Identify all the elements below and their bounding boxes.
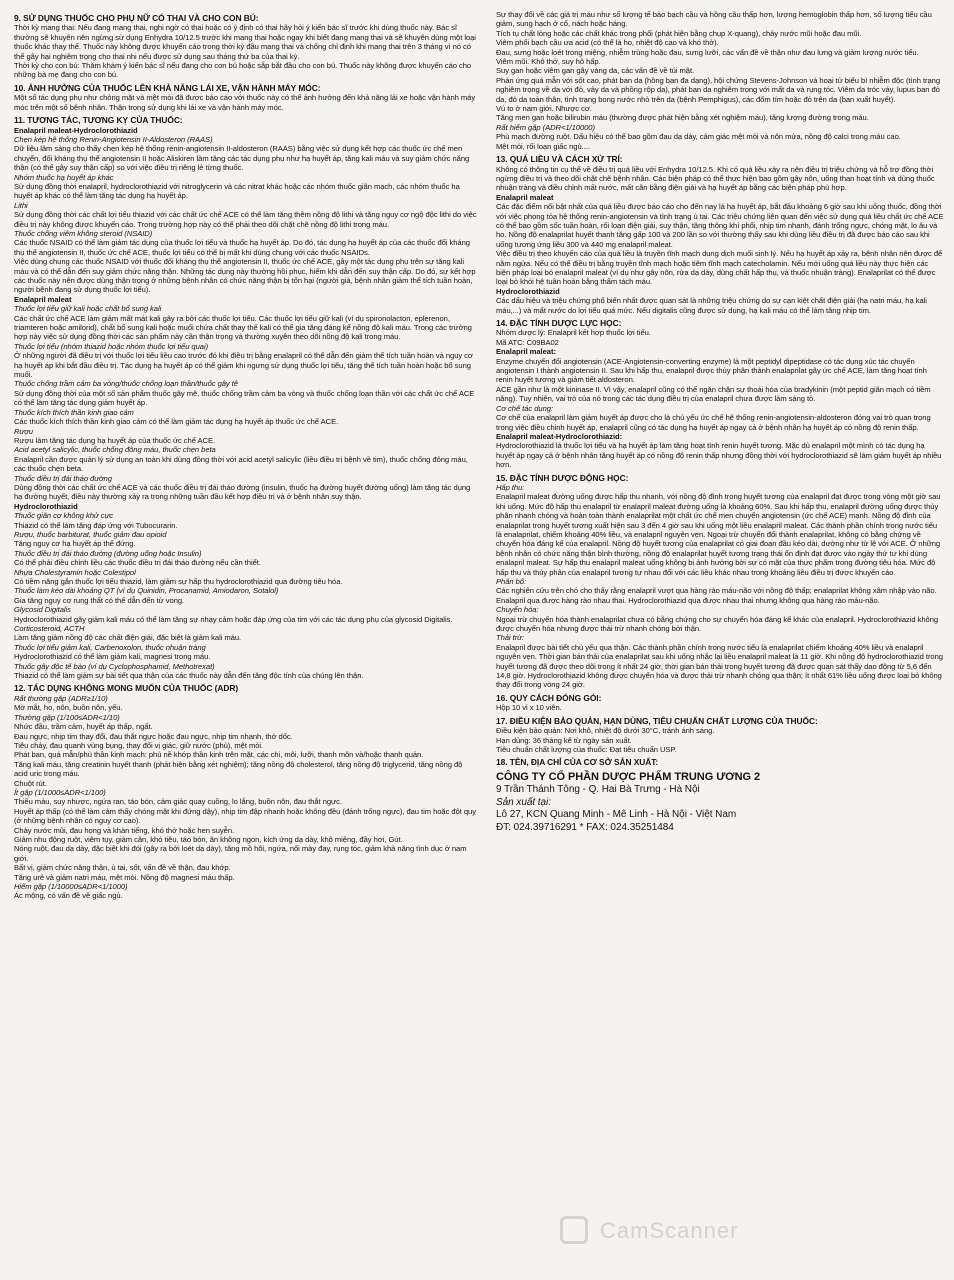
text-paragraph: Thuốc chống viêm không steroid (NSAID) (14, 228, 153, 238)
text-paragraph: Thuốc làm kéo dài khoảng QT (ví dụ Quinidin, Procanamid, Amiodaron, Sotalol) (14, 586, 279, 596)
text-paragraph: Viêm mũi. Khô thở, suy hô hấp. (496, 57, 601, 67)
scanner-watermark: CamScanner (600, 1218, 739, 1243)
text-paragraph: Enalapril cần được quản lý sử dụng an toàn khi dùng đồng thời với acid acetyl salicylic (liều điều trị bệnh về tim), thuốc chống đông máu, các thuốc chẹn beta. (14, 454, 468, 474)
text-paragraph: Thuốc lợi tiểu giảm kali, Carbenoxolon, thuốc nhuận tràng (14, 642, 206, 652)
right-column (496, 10, 944, 1274)
text-paragraph: Làm tăng giảm nồng độ các chất điện giải, đặc biệt là giảm kali máu. (14, 633, 242, 643)
text-paragraph: Thiazid có thể làm tăng đáp ứng với Tubocurarin. (14, 520, 178, 530)
text-paragraph: Enzyme chuyển đổi angiotensin (ACE-Angiotensin-converting enzyme) là một peptidyl dipeptidase có tác dụng xúc tác chuyển angiotensin I thành angiotensin II. Sau khi hấp thu, enalapril được thủy phân thành enalaprilat gây ức chế ACE, làm tăng hoạt tính renin huyết tương và giảm tiết aldosteron. (496, 356, 927, 385)
text-paragraph: Nhựa Cholestyramin hoặc Colestipol (14, 567, 136, 577)
text-paragraph: Các đặc điểm nổi bật nhất của quá liều được báo cáo cho đến nay là hạ huyết áp, bắt đầu khoảng 6 giờ sau khi uống thuốc, đồng thời với việc phong tỏa hệ thống renin-angiotensin và tình trạng ù tai. Các triệu chứng liên quan đến việc sử dụng quá liều chất ức chế ACE có thể bao gồm sốc tuần hoàn, rối loạn điện giải, suy thận, tăng thông khí phổi, nhịp tim nhanh, đánh trống ngực, chóng mặt, lo âu và ho. Nồng độ enalaprilat huyết thanh tăng gấp 100 và 200 lần so với thường thấy sau khi dùng liều điều trị đã được báo cáo sau khi uống tương ứng liều 300 và 440 mg enalapril maleat. (496, 202, 944, 249)
text-paragraph: Phản ứng quá mẫn với sốt cao, phát ban da (hồng ban đa dạng), hội chứng Stevens-Johnson và hoại tử biểu bì nhiễm độc (tình trạng nghiêm trọng về da với đỏ, vảy da và phồng rộp da), phát ban da nghiêm trọng với mất da và rụng tóc. Viêm da tróc vảy, lupus ban đỏ da, đỏ da toàn thân, tình trạng bong nước nhỏ trên da (bệnh Pemphigus), các đốm tím hoặc đỏ trên da (ban xuất huyết). (496, 75, 941, 104)
text-paragraph: Hấp thu: (496, 482, 525, 492)
text-paragraph: Sử dụng đồng thời của một số sản phẩm thuốc gây mê, thuốc chống trầm cảm ba vòng và thuốc chống loạn thần với các chất ức chế ACE có thể làm tăng tác dụng giảm huyết áp. (14, 388, 475, 408)
text-paragraph: Enalapril maleat: (496, 347, 556, 357)
text-paragraph: Sử dụng đồng thời enalapril, hydroclorothiazid với nitroglycerin và các nitrat khác hoặc các nhóm thuốc giãn mạch, các nhóm thuốc hạ huyết áp khác có thể làm tăng tác dụng hạ huyết áp. (14, 181, 460, 201)
text-paragraph: Thiếu máu, suy nhược, ngứa ran, táo bón, cảm giác quay cuồng, lo lắng, buồn nôn, đau thắt ngực. (14, 797, 342, 807)
text-paragraph: Nhóm thuốc hạ huyết áp khác (14, 172, 114, 182)
text-paragraph: Thuốc chống trầm cảm ba vòng/thuốc chống loạn thần/thuốc gây tê (14, 379, 238, 389)
text-paragraph: Sự thay đổi về các giá trị máu như số lượng tế bào bạch cầu và hồng cầu thấp hơn, lượng hemoglobin thấp hơn, số lượng tiểu cầu giảm, sung hạch ở cổ, nách hoặc háng. (496, 10, 932, 29)
text-paragraph: Huyết áp thấp (có thể làm cảm thấy chóng mặt khi đứng dậy), nhịp tim đập nhanh hoặc không đều (đánh trống ngực), đau tim hoặc đột quỵ (ở những bệnh nhân có nguy cơ cao). (14, 806, 476, 826)
text-paragraph: Vú to ở nam giới. Nhược cơ. (496, 104, 592, 114)
text-paragraph: Ít gặp (1/1000≤ADR<1/100) (14, 787, 106, 797)
text-paragraph: Đau, sưng hoặc loét trong miệng, nhiễm trùng hoặc đau, sưng lưỡi, các vấn đề về thận như đau lưng và giảm lượng nước tiểu. (496, 47, 919, 57)
text-paragraph: Phân bố: (496, 577, 527, 587)
text-paragraph: Rất hiếm gặp (ADR<1/10000) (496, 122, 595, 132)
text-paragraph: Chuột rút. (14, 778, 47, 788)
section-heading: 13. QUÁ LIỀU VÀ CÁCH XỬ TRÍ: (496, 154, 623, 165)
text-paragraph: Tăng urê và giảm natri máu, mệt mỏi. Nồng độ magnesi máu thấp. (14, 872, 235, 882)
text-paragraph: Rượu, thuốc barbiturat, thuốc giảm đau opioid (14, 529, 167, 539)
text-paragraph: Mệt mỏi, rối loạn giấc ngủ.... (496, 141, 590, 151)
section-heading: 9. SỬ DỤNG THUỐC CHO PHỤ NỮ CÓ THAI VÀ CHO CON BÚ: (14, 13, 259, 23)
text-paragraph: Thuốc giãn cơ không khử cực (14, 511, 113, 521)
text-paragraph: Sử dụng đồng thời các chất lợi tiểu thiazid với các chất ức chế ACE có thể làm tăng thêm nồng độ lithi và tăng nguy cơ ngộ độc lithi do việc điều trị này không được khuyến cáo. Trong trường hợp này có thể phải theo dõi chặt chẽ nồng độ lithi trong máu. (14, 210, 477, 229)
text-paragraph: Hydroclorothiazid có thể làm giảm kali, magnesi trong máu. (14, 652, 211, 662)
text-paragraph: Chuyển hóa: (496, 605, 539, 615)
section-heading: 18. TÊN, ĐỊA CHỈ CỦA CƠ SỞ SẢN XUẤT: (496, 757, 659, 768)
text-paragraph: Hydroclorothiazid (14, 501, 78, 511)
text-paragraph: Chảy nước mũi, đau họng và khàn tiếng, khó thở hoặc hen suyễn. (14, 825, 235, 835)
text-paragraph: Tăng men gan hoặc bilirubin máu (thường được phát hiện bằng xét nghiệm máu), tăng lượng đường trong máu. (496, 113, 869, 123)
text-paragraph: 9 Trần Thánh Tông - Q. Hai Bà Trưng - Hà Nội (496, 784, 700, 796)
text-paragraph: Acid acetyl salicylic, thuốc chống đông máu, thuốc chẹn beta (14, 445, 216, 455)
text-paragraph: Thuốc gây độc tế bào (ví dụ Cyclophosphamid, Methotrexat) (14, 661, 215, 671)
text-paragraph: Dùng đồng thời các chất ức chế ACE và các thuốc điều trị đái tháo đường (insulin, thuốc hạ đường huyết đường uống) làm tăng tác dụng hạ đường huyết, điều này thường xảy ra trong những tuần đầu kết hợp điều trị và ở bệnh nhân suy thận. (14, 482, 471, 502)
text-paragraph: Giảm nhu động ruột, viêm tụy, giảm cân, khó tiêu, táo bón, ăn không ngon, kích ứng dạ dày, khô miệng, đầy hơi, Gút. (14, 835, 403, 844)
text-paragraph: Cơ chế của enalapril làm giảm huyết áp được cho là chủ yếu ức chế hệ thống renin-angiotensin-aldosteron đóng vai trò quan trọng trong việc điều chỉnh huyết áp, enalapril cũng có tác dụng hạ huyết áp ngay cả ở bệnh nhân hạ huyết áp có nồng độ renin thấp. (496, 413, 931, 432)
text-paragraph: Nhức đầu, trầm cảm, huyết áp thấp, ngất. (14, 722, 153, 732)
text-paragraph: Không có thông tin cụ thể về điều trị quá liều với Enhydra 10/12.5. Khi có quá liều xảy ra nên điều trị triệu chứng và hỗ trợ đồng thời ngừng điều trị và theo dõi chặt chẽ bệnh nhân. Các biện pháp có thể thực hiện bao gồm gây nôn, uống than hoạt tính và dùng thuốc nhuận tràng và điều chỉnh mất nước, mất cân bằng điện giải và hạ huyết áp bằng các biện pháp phù hợp. (496, 164, 935, 193)
text-paragraph: Enalapril được bài tiết chủ yếu qua thận. Các thành phần chính trong nước tiểu là enalaprilat chiếm khoảng 40% liều và enalapril nguyên vẹn. Thời gian bán thải của enalaprilat sau khi uống nhắc lại liều enalapril maleat là 11 giờ. Khi nồng độ hydroclorothiazid trong huyết tương đã được theo dõi trong ít nhất 24 giờ, thời gian bán thải trong huyết tương đã được quan sát thấy dao động từ 5,6 đến 14,8 giờ. Hydroclorothiazid không được chuyển hóa và được thải trừ nhanh chóng qua thận; ít nhất 61% liều uống được loại bỏ không thay đổi trong vòng 24 giờ. (496, 642, 943, 690)
text-paragraph: Thuốc kích thích thần kinh giao cảm (14, 407, 134, 417)
text-paragraph: Enalapril maleat (14, 294, 72, 304)
text-paragraph: Tiêu chuẩn chất lượng của thuốc: Đạt tiêu chuẩn USP. (496, 744, 677, 754)
text-paragraph: Hiếm gặp (1/10000≤ADR<1/1000) (14, 882, 128, 892)
text-paragraph: Việc dùng chung các thuốc NSAID với thuốc đối kháng thụ thể angiotensin II, thuốc ức chế ACE, gây một tác dụng phụ trên sự tăng kali máu và có thể dẫn đến suy giảm chức năng thận. Những tác dụng này thường hồi phục, hiếm khi dẫn đến suy thận cấp. Do đó, sự kết hợp các thuốc này nên được dùng thận trọng ở những bệnh nhân có chức năng thận bị tổn hại (người già, bệnh nhân giảm thể tích tuần hoàn, người bệnh đang sử dụng thuốc lợi tiểu). (14, 257, 476, 295)
section-heading: 11. TƯƠNG TÁC, TƯƠNG KỴ CỦA THUỐC: (14, 115, 183, 126)
text-paragraph: Ác mộng, có vấn đề về giấc ngủ. (14, 891, 123, 901)
text-paragraph: Thuốc lợi tiểu (nhóm thiazid hoặc nhóm thuốc lợi tiểu quai) (14, 341, 209, 351)
text-paragraph: Tăng kali máu, tăng creatinin huyết thanh (phát hiện bằng xét nghiệm); tăng nồng độ cholesterol, tăng nồng độ triglycerid, tăng nồng độ acid uric trong máu. (14, 759, 463, 779)
text-paragraph: Nhóm dược lý: Enalapril kết hợp thuốc lợi tiểu. (496, 328, 651, 338)
text-paragraph: Phù mạch đường ruột. Dấu hiệu có thể bao gồm đau dạ dày, cảm giác mệt mỏi và nôn mửa, nồng độ calci trong máu cao. (496, 132, 901, 142)
text-paragraph: Một số tác dụng phụ như chóng mặt và mệt mỏi đã được báo cáo với thuốc này có thể ảnh hưởng đến khả năng lái xe hoặc vận hành máy móc trên một số bệnh nhân. Thận trọng sử dụng khi lái xe và vận hành máy móc. (14, 93, 476, 112)
text-paragraph: Các nghiên cứu trên chó cho thấy rằng enalapril vượt qua hàng rào máu-não với nồng độ thấp; enalaprilat không xâm nhập vào não. Enalapril qua được hàng rào nhau thai. Hydroclorothiazid qua được nhau thai nhưng không qua hàng rào máu-não. (496, 586, 937, 605)
text-paragraph: Các chất ức chế ACE làm giảm mất mát kali gây ra bởi các thuốc lợi tiểu. Các thuốc lợi tiểu giữ kali (ví dụ spironolacton, eplerenon, triamteren hoặc amilorid), chất bổ sung kali hoặc muối chứa chất thay thế kali có thể gia tăng đáng kể nồng độ kali máu. Trong các trường hợp này việc sử dụng đồng thời các sản phẩm này cần thận trọng và thường xuyên theo dõi nồng độ kali trong máu. (14, 313, 472, 342)
text-paragraph: Gia tăng nguy cơ rung thất có thể dẫn đến tử vong. (14, 595, 185, 605)
text-paragraph: Chẹn kép hệ thống Renin-Angiotensin II-Aldosteron (RAAS) (14, 134, 213, 144)
text-paragraph: Corticosteroid, ACTH (14, 624, 85, 634)
text-paragraph: Tích tụ chất lỏng hoặc các chất khác trong phổi (phát hiện bằng chụp X-quang), chảy nước mũi hoặc đau mũi. (496, 28, 862, 38)
text-paragraph: Suy gan hoặc viêm gan gây vàng da, các vấn đề về túi mật. (496, 66, 695, 76)
text-paragraph: Hydroclorothiazid là thuốc lợi tiểu và hạ huyết áp làm tăng hoạt tính renin huyết tương. Mặc dù enalapril một mình có tác dụng hạ huyết áp ngay cả ở bệnh nhân tăng huyết áp có nồng độ renin thấp nhưng đồng thời với hydroclorothiazid sẽ làm giảm huyết áp nhiều hơn. (496, 441, 942, 470)
text-paragraph: CÔNG TY CỔ PHẦN DƯỢC PHẨM TRUNG ƯƠNG 2 (496, 770, 761, 783)
text-paragraph: Phát ban, quá mẫn/phù thần kinh mạch: phù nề khớp thần kinh trên mặt, các chi, môi, lưỡi, thanh môn và/hoặc thanh quản. (14, 750, 424, 760)
section-heading: 14. ĐẶC TÍNH DƯỢC LỰC HỌC: (496, 318, 622, 329)
text-paragraph: Rượu làm tăng tác dụng hạ huyết áp của thuốc ức chế ACE. (14, 435, 216, 445)
text-paragraph: Thời kỳ mang thai: Nếu đang mang thai, nghi ngờ có thai hoặc có ý định có thai hãy hỏi ý kiến bác sĩ trước khi dùng thuốc này. Bác sĩ thường sẽ khuyên nên ngừng sử dụng Enhydra 10/12.5 trước khi mang thai hoặc ngay khi biết đang mang thai và sẽ khuyên dùng một loại thuốc khác thay thế. Thuốc này không được khuyến cáo trong thời kỳ đầu mang thai và chống chỉ định khi mang thai trên 3 tháng vì nó có thể gây hại nghiêm trọng cho thai nhi nếu được sử dụng sau tháng thứ ba của thai kỳ. (14, 23, 476, 61)
text-paragraph: Hydroclorothiazid gây giảm kali máu có thể làm tăng sự nhạy cảm hoặc đáp ứng của tim với các tác dụng phụ của glycosid Digitalis. (14, 614, 453, 624)
text-paragraph: Thường gặp (1/100≤ADR<1/10) (14, 712, 120, 722)
text-paragraph: Cơ chế tác dụng: (496, 403, 553, 413)
text-paragraph: Thải trừ: (496, 633, 524, 643)
text-paragraph: Mã ATC: C09BA02 (496, 337, 559, 347)
text-paragraph: Thiazid có thể làm giảm sự bài tiết qua thận của các thuốc này dẫn đến tăng độc tính của chúng lên thận. (14, 671, 364, 681)
left-column (14, 10, 478, 1274)
text-paragraph: Các thuốc kích thích thần kinh giao cảm có thể làm giảm tác dụng hạ huyết áp thuốc ức chế ACE. (14, 417, 339, 427)
text-paragraph: Hạn dùng: 36 tháng kể từ ngày sản xuất. (496, 735, 632, 745)
text-paragraph: Thuốc lợi tiểu giữ kali hoặc chất bổ sung kali (14, 304, 162, 314)
text-paragraph: Sản xuất tại: (496, 796, 551, 808)
text-paragraph: Enalapril maleat-Hydroclorothiazid (14, 125, 138, 135)
text-paragraph: Thuốc điều trị đái tháo đường (14, 473, 112, 483)
text-paragraph: Hydroclorothiazid (496, 286, 560, 296)
text-paragraph: Lithi (14, 200, 28, 210)
text-paragraph: Ở những người đã điều trị với thuốc lợi tiểu liều cao trước đó khi điều trị bằng enalapril có thể dẫn đến giảm thể tích tuần hoàn và nguy cơ hạ huyết áp khi bắt đầu điều trị. Tác dụng hạ huyết áp có thể giảm khi ngưng sử dụng thuốc lợi tiểu, tăng thể tích tuần hoàn hoặc bổ sung muối. (14, 351, 473, 380)
text-paragraph: Enalapril maleat (496, 192, 554, 202)
section-heading: 12. TÁC DỤNG KHÔNG MONG MUỐN CỦA THUỐC (ADR) (14, 683, 239, 694)
text-paragraph: Hộp 10 vỉ x 10 viên. (496, 703, 562, 713)
text-paragraph: Glycosid Digitalis (14, 605, 71, 615)
text-paragraph: Dữ liệu lâm sàng cho thấy chẹn kép hệ thống renin-angiotensin II-aldosteron (RAAS) bằng việc sử dụng kết hợp các thuốc ức chế men chuyển, đối kháng thụ thể angiotensin II hoặc Aliskiren làm tăng các tác dụng phụ như hạ huyết áp, tăng kali máu và suy giảm chức năng thận (có thể gây suy thận cấp) so với việc điều trị riêng lẻ từng thuốc. (14, 144, 470, 173)
text-paragraph: Nóng ruột, đau dạ dày, đặc biệt khi đói (gây ra bởi loét dạ dày), tăng mồ hôi, ngứa, nổi mày đay, rụng tóc, giảm khả năng tình dục ở nam giới. (14, 844, 467, 863)
text-paragraph: Enalapril maleat đường uống được hấp thu nhanh, với nồng độ đỉnh trong huyết tương của enalapril đạt được trong vòng một giờ sau khi uống. Mức độ hấp thu enalapril từ enalapril maleat đường uống là khoảng 60%. Sau khi hấp thu, enalapril đường uống được thủy phân nhanh chóng và hoàn toàn thành enalaprilat một chất ức chế men chuyển angiotensin (ức chế ACE) mạnh. Nồng độ đỉnh của enalaprilat trong huyết tương xuất hiện sau 3 đến 4 giờ sau khi uống một liều enalapril maleat. Các thành phần chính trong nước tiểu là enalaprilat, chiếm khoảng 40% liều, và enalapril nguyên vẹn. Ngoại trừ chuyển đổi thành enalaprilat, không có bằng chứng về chuyển hóa đáng kể của enalapril. Nồng độ huyết tương của enalaprilat có giai đoạn đầu kéo dài, dường như từ lệ với ACE. Ở những bệnh nhân có chức năng thận bình thường, nồng độ enalaprilat huyết tương trạng thái ổn định đạt được vào ngày thứ tư khi dùng enalapril maleat. Sự hấp thu enalapril maleat uống không bị ảnh hưởng bởi sự có mặt của thực phẩm trong đường tiêu hóa. Mức độ hấp thu và thủy phân của enalapril tương tự nhau đối với các liều khác nhau trong khoảng liều điều trị được khuyến cáo. (496, 492, 941, 577)
text-paragraph: Enalapril maleat-Hydroclorothiazid: (496, 431, 623, 441)
text-paragraph: Mờ mắt, ho, nôn, buồn nôn, yếu. (14, 703, 123, 713)
text-paragraph: Các dấu hiệu và triệu chứng phổ biến nhất được quan sát là những triệu chứng do sự cạn kiệt chất điện giải (hạ natri máu, hạ kali máu,...) và mất nước do lợi tiểu quá mức. Nếu digitalis cũng được sử dụng, hạ kali máu có thể làm tăng nhịp tim. (496, 296, 927, 315)
text-paragraph: Ngoại trừ chuyển hóa thành enalaprilat chưa có bằng chứng cho sự chuyển hóa đáng kể khác của enalapril. Hydroclorothiazid không được chuyển hóa nhưng được thải trừ nhanh chóng bởi thận. (496, 614, 939, 634)
text-paragraph: Viêm phổi bạch cầu ưa acid (có thể là ho, nhiệt độ cao và khó thở). (496, 38, 719, 48)
text-paragraph: Rất thường gặp (ADR≥1/10) (14, 693, 108, 703)
section-heading: 10. ẢNH HƯỞNG CỦA THUỐC LÊN KHẢ NĂNG LÁI XE, VẬN HÀNH MÁY MÓC: (14, 82, 321, 93)
text-paragraph: Có tiềm năng gắn thuốc lợi tiểu thiazid, làm giảm sự hấp thu hydroclorothiazid qua đường tiêu hóa. (14, 577, 343, 587)
section-heading: 17. ĐIỀU KIỆN BẢO QUẢN, HẠN DÙNG, TIÊU CHUẨN CHẤT LƯỢNG CỦA THUỐC: (496, 715, 818, 726)
text-paragraph: Thời kỳ cho con bú: Thăm khám ý kiến bác sĩ nếu đang cho con bú hoặc sắp bắt đầu cho con bú. Thuốc này không được khuyến cáo cho những bà mẹ đang cho con bú. (14, 61, 472, 80)
camscanner-logo-icon (560, 1216, 588, 1244)
section-heading: 15. ĐẶC TÍNH DƯỢC ĐỘNG HỌC: (496, 472, 629, 483)
text-paragraph: Tiêu chảy, đau quanh vùng bụng, thay đổi vị giác, giữ nước (phù), mệt mỏi. (14, 740, 264, 750)
text-paragraph: Thuốc điều trị đái tháo đường (đường uống hoặc Insulin) (14, 548, 202, 558)
text-paragraph: Việc điều trị theo khuyến cáo của quá liều là truyền tĩnh mạch dung dịch muối sinh lý. Nếu hạ huyết áp xảy ra, bệnh nhân nên được để nằm ngửa. Nếu có thể điều trị bằng truyền tĩnh mạch hoặc tiêm tĩnh mạch catecholamin. Nếu mới uống quá liều này thực hiện các biện pháp loại bỏ enalapril maleat (ví dụ như gây nôn, rửa dạ dày, dùng chất hấp thụ, và thuốc nhuận tràng). Enalaprilat có thể được loại bỏ khỏi hệ tuần hoàn bằng thẩm tách máu. (496, 249, 943, 287)
text-paragraph: ACE gần như là một kininase II. Vì vậy, enalapril cũng có thể ngăn chặn sự thoái hóa của bradykinin (một peptid giãn mạch có tiềm năng). Tuy nhiên, vai trò của nó trong các tác dụng điều trị của enalapril chưa được làm sáng tỏ. (496, 384, 931, 404)
text-paragraph: ĐT: 024.39716291 * FAX: 024.35251484 (496, 821, 674, 833)
text-paragraph: Lô 27, KCN Quang Minh - Mê Linh - Hà Nội - Việt Nam (496, 809, 737, 821)
text-paragraph: Điều kiện bảo quản: Nơi khô, nhiệt độ dưới 30°C, tránh ánh sáng. (496, 726, 715, 736)
text-paragraph: Rượu (14, 426, 33, 436)
text-paragraph: Các thuốc NSAID có thể làm giảm tác dụng của thuốc lợi tiểu và thuốc hạ huyết áp. Do đó, tác dụng hạ huyết áp của các thuốc đối kháng thụ thể angiotensin II, thuốc ức chế ACE, thuốc lợi tiểu có thể bị mất khi dùng chung với các thuốc NSAIDs. (14, 238, 470, 257)
text-paragraph: Bất vị, giảm chức năng thận, ù tai, sốt, vấn đề về thận, đau khớp. (14, 863, 231, 873)
section-heading: 16. QUY CÁCH ĐÓNG GÓI: (496, 692, 602, 703)
text-paragraph: Tăng nguy cơ hạ huyết áp thế đứng. (14, 539, 136, 549)
text-paragraph: Đau ngực, nhịp tim thay đổi, đau thắt ngực hoặc đau ngực, nhịp tim nhanh, thở dốc. (14, 731, 293, 741)
text-paragraph: Có thể phải điều chỉnh liều các thuốc điều trị đái tháo đường nếu cần thiết. (14, 558, 261, 568)
